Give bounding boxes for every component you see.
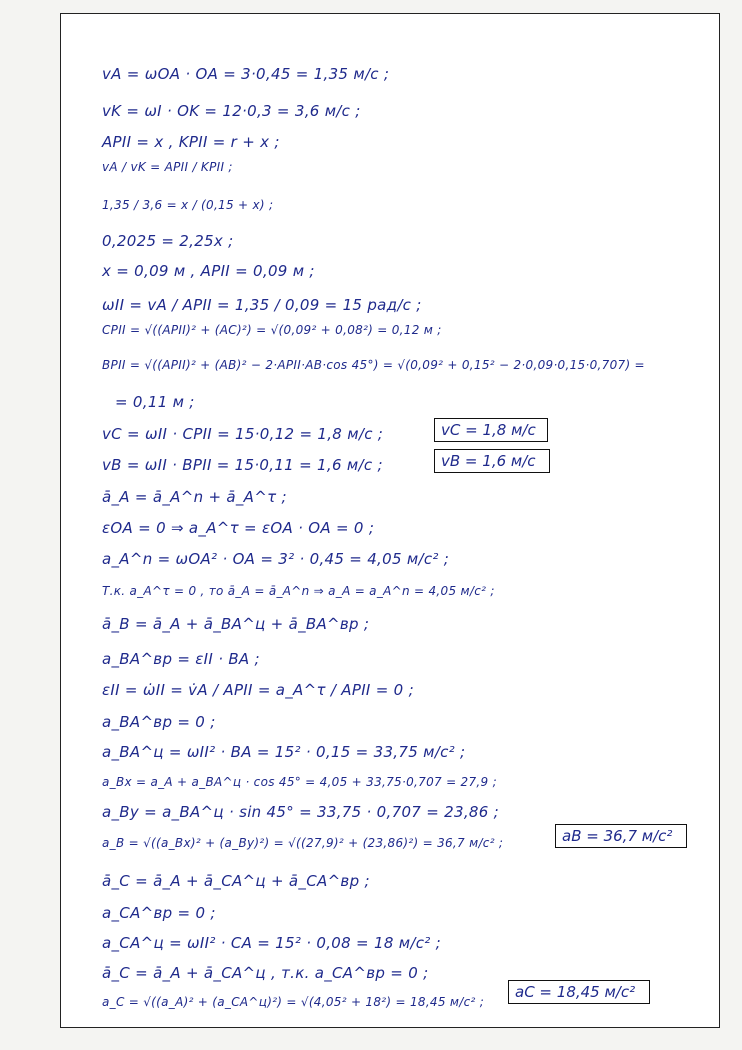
line-26: ā_C = ā_A + ā_CA^ц + ā_CA^вр ; <box>102 872 370 890</box>
line-17: Т.к. a_A^τ = 0 , то ā_A = ā_A^n ⇒ a_A = a_A^n = 4,05 м/с² ; <box>102 584 495 598</box>
answer-box-vc: vC = 1,8 м/с <box>434 418 548 442</box>
line-27: a_CA^вр = 0 ; <box>102 904 216 922</box>
line-7: x = 0,09 м , APII = 0,09 м ; <box>102 262 315 280</box>
line-13: vB = ωII · BPII = 15·0,11 = 1,6 м/с ; <box>102 456 383 474</box>
line-14: ā_A = ā_A^n + ā_A^τ ; <box>102 488 287 506</box>
line-15: εOA = 0 ⇒ a_A^τ = εOA · OA = 0 ; <box>102 519 375 537</box>
line-5: 1,35 / 3,6 = x / (0,15 + x) ; <box>102 198 274 212</box>
line-18: ā_B = ā_A + ā_BA^ц + ā_BA^вр ; <box>102 615 370 633</box>
line-10: BPII = √((APII)² + (AB)² − 2·APII·AB·cos 45°) = √(0,09² + 0,15² − 2·0,09·0,15·0,707) = <box>102 358 645 372</box>
line-12: vC = ωII · CPII = 15·0,12 = 1,8 м/с ; <box>102 425 384 443</box>
line-29: ā_C = ā_A + ā_CA^ц , т.к. a_CA^вр = 0 ; <box>102 964 429 982</box>
line-19: a_BA^вр = εII · BA ; <box>102 650 260 668</box>
answer-box-vb: vB = 1,6 м/с <box>434 449 550 473</box>
line-11: = 0,11 м ; <box>115 393 195 411</box>
line-21: a_BA^вр = 0 ; <box>102 713 216 731</box>
line-6: 0,2025 = 2,25x ; <box>102 232 234 250</box>
line-3: APII = x , KPII = r + x ; <box>102 133 280 151</box>
line-1: vA = ωOA · OA = 3·0,45 = 1,35 м/с ; <box>102 65 390 83</box>
answer-box-ab: aB = 36,7 м/с² <box>555 824 687 848</box>
line-28: a_CA^ц = ωII² · CA = 15² · 0,08 = 18 м/с² ; <box>102 934 441 952</box>
line-30: a_C = √((a_A)² + (a_CA^ц)²) = √(4,05² + 18²) = 18,45 м/с² ; <box>102 995 485 1009</box>
line-2: vK = ωI · OK = 12·0,3 = 3,6 м/с ; <box>102 102 361 120</box>
answer-box-ac: aC = 18,45 м/с² <box>508 980 650 1004</box>
line-9: CPII = √((APII)² + (AC)²) = √(0,09² + 0,08²) = 0,12 м ; <box>102 323 442 337</box>
line-25: a_B = √((a_Bx)² + (a_By)²) = √((27,9)² + (23,86)²) = 36,7 м/с² ; <box>102 836 504 850</box>
line-22: a_BA^ц = ωII² · BA = 15² · 0,15 = 33,75 м/с² ; <box>102 743 466 761</box>
line-4: vA / vK = APII / KPII ; <box>102 160 233 174</box>
line-8: ωII = vA / APII = 1,35 / 0,09 = 15 рад/с ; <box>102 296 422 314</box>
line-24: a_By = a_BA^ц · sin 45° = 33,75 · 0,707 = 23,86 ; <box>102 803 499 821</box>
line-16: a_A^n = ωOA² · OA = 3² · 0,45 = 4,05 м/с² ; <box>102 550 450 568</box>
line-23: a_Bx = a_A + a_BA^ц · cos 45° = 4,05 + 33,75·0,707 = 27,9 ; <box>102 775 497 789</box>
line-20: εII = ω̇II = v̇A / APII = a_A^τ / APII = 0 ; <box>102 681 414 699</box>
